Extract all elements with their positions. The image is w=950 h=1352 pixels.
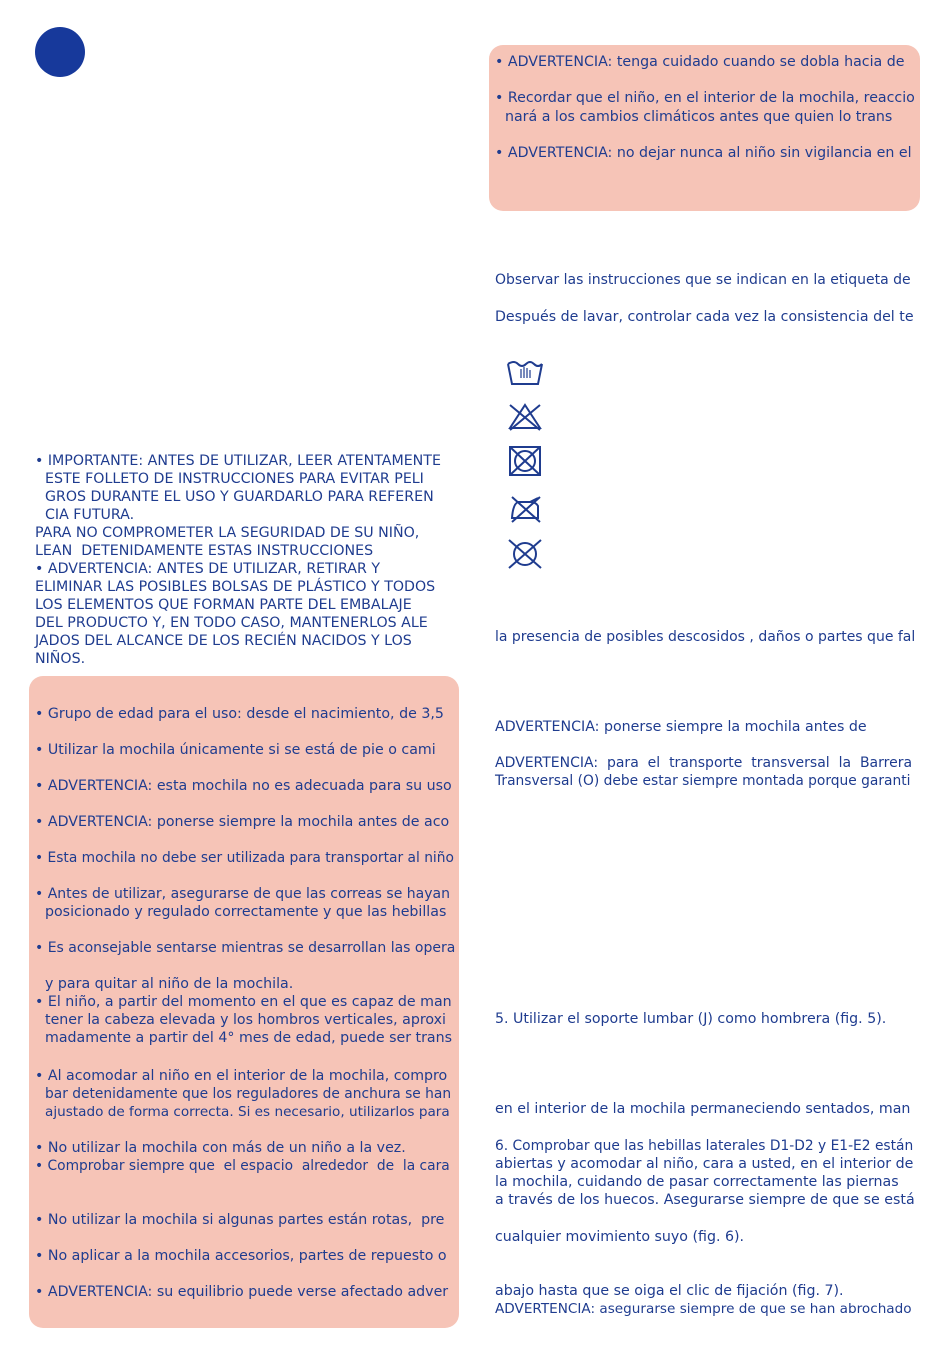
left-box-line: • ADVERTENCIA: su equilibrio puede verse afectado adver (35, 1284, 449, 1300)
right-text-line: ADVERTENCIA: para el transporte transversal la Barrera (495, 755, 913, 771)
left-box-line: • ADVERTENCIA: esta mochila no es adecuada para su uso (35, 778, 452, 794)
intro-line: • ADVERTENCIA: ANTES DE UTILIZAR, RETIRAR Y (35, 561, 381, 577)
left-box-line: bar detenidamente que los reguladores de anchura se han (45, 1086, 452, 1102)
left-box-line: madamente a partir del 4° mes de edad, puede ser trans (45, 1030, 453, 1046)
left-box-line: tener la cabeza elevada y los hombros verticales, aproxi (45, 1012, 446, 1028)
left-box-line: • Al acomodar al niño en el interior de la mochila, compro (35, 1068, 448, 1084)
right-text-line: ADVERTENCIA: asegurarse siempre de que se han abrochado (495, 1301, 912, 1317)
intro-line: LEAN DETENIDAMENTE ESTAS INSTRUCCIONES (35, 543, 374, 559)
intro-line: JADOS DEL ALCANCE DE LOS RECIÉN NACIDOS Y LOS (35, 633, 412, 649)
right-text-line: a través de los huecos. Asegurarse siempre de que se está (495, 1192, 915, 1208)
left-box-line: • Utilizar la mochila únicamente si se está de pie o cami (35, 742, 436, 758)
right-box-line: • ADVERTENCIA: tenga cuidado cuando se dobla hacia de (495, 54, 905, 70)
left-box-line: • Esta mochila no debe ser utilizada para transportar al niño (35, 850, 454, 866)
left-box-line: • Comprobar siempre que el espacio alrededor de la cara (35, 1158, 450, 1174)
page-marker-circle (35, 27, 85, 77)
intro-line: ELIMINAR LAS POSIBLES BOLSAS DE PLÁSTICO Y TODOS (35, 579, 436, 595)
intro-line: NIÑOS. (35, 651, 86, 667)
no-iron-icon (504, 494, 546, 524)
no-dry-clean-icon (504, 539, 546, 569)
intro-line: DEL PRODUCTO Y, EN TODO CASO, MANTENERLOS ALE (35, 615, 428, 631)
intro-line: LOS ELEMENTOS QUE FORMAN PARTE DEL EMBALAJE (35, 597, 412, 613)
no-tumble-dry-icon (504, 446, 546, 476)
left-box-line: • Es aconsejable sentarse mientras se desarrollan las opera (35, 940, 456, 956)
right-text-line: cualquier movimiento suyo (fig. 6). (495, 1229, 745, 1245)
right-box-line: • ADVERTENCIA: no dejar nunca al niño sin vigilancia en el (495, 145, 912, 161)
left-box-line: y para quitar al niño de la mochila. (45, 976, 294, 992)
right-text-line: en el interior de la mochila permaneciendo sentados, man (495, 1101, 911, 1117)
intro-line: • IMPORTANTE: ANTES DE UTILIZAR, LEER ATENTAMENTE (35, 453, 441, 469)
right-text-line: abiertas y acomodar al niño, cara a usted, en el interior de (495, 1156, 914, 1172)
right-text-line: la presencia de posibles descosidos , daños o partes que fal (495, 629, 916, 645)
right-text-line: 5. Utilizar el soporte lumbar (J) como hombrera (fig. 5). (495, 1011, 887, 1027)
left-box-line: • El niño, a partir del momento en el que es capaz de man (35, 994, 452, 1010)
left-box-line: • Grupo de edad para el uso: desde el nacimiento, de 3,5 (35, 706, 444, 722)
left-box-line: • No utilizar la mochila con más de un niño a la vez. (35, 1140, 406, 1156)
right-box-line: nará a los cambios climáticos antes que quien lo trans (505, 109, 893, 125)
left-box-line: • No aplicar a la mochila accesorios, partes de repuesto o (35, 1248, 447, 1264)
no-bleach-icon (504, 402, 546, 432)
right-text-line: ADVERTENCIA: ponerse siempre la mochila antes de (495, 719, 867, 735)
right-box-line: • Recordar que el niño, en el interior de la mochila, reaccio (495, 90, 915, 106)
left-box-line: • Antes de utilizar, asegurarse de que las correas se hayan (35, 886, 450, 902)
right-text-line: la mochila, cuidando de pasar correctamente las piernas (495, 1174, 899, 1190)
care-instruction: Después de lavar, controlar cada vez la consistencia del te (495, 309, 914, 325)
left-box-line: • ADVERTENCIA: ponerse siempre la mochila antes de aco (35, 814, 450, 830)
left-box-line: • No utilizar la mochila si algunas partes están rotas, pre (35, 1212, 445, 1228)
hand-wash-icon (504, 358, 546, 388)
right-text-line: abajo hasta que se oiga el clic de fijación (fig. 7). (495, 1283, 844, 1299)
intro-line: ESTE FOLLETO DE INSTRUCCIONES PARA EVITAR PELI (45, 471, 424, 487)
left-box-line: posicionado y regulado correctamente y que las hebillas (45, 904, 447, 920)
care-instruction: Observar las instrucciones que se indican en la etiqueta de (495, 272, 911, 288)
intro-line: GROS DURANTE EL USO Y GUARDARLO PARA REFEREN (45, 489, 434, 505)
intro-line: PARA NO COMPROMETER LA SEGURIDAD DE SU NIÑO, (35, 525, 420, 541)
right-text-line: Transversal (O) debe estar siempre montada porque garanti (495, 773, 911, 789)
right-text-line: 6. Comprobar que las hebillas laterales D1-D2 y E1-E2 están (495, 1138, 914, 1154)
intro-line: CIA FUTURA. (45, 507, 135, 523)
left-box-line: ajustado de forma correcta. Si es necesario, utilizarlos para (45, 1104, 450, 1120)
